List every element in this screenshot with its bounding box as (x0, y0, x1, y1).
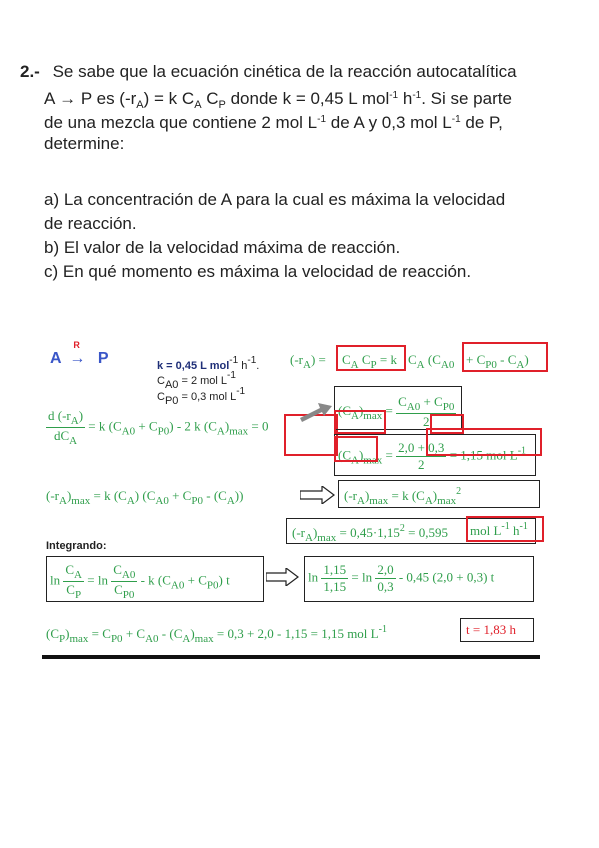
cp-equation: $(C_P)_{max} = C_{P0} + C_{A0} - (C_A)_{max} = 0,3 + 2,0 - 1,15 = 1,15$ mol $L^{-1}$ (46, 624, 387, 645)
species-a: A (44, 89, 55, 108)
text: . Si se parte (421, 89, 512, 108)
cmax-value-highlight-left (334, 436, 378, 462)
question-a-line-1: a) La concentración de A para la cual es máxima la velocidad (44, 190, 506, 209)
given-k: k = 0,45 L mol$^{-1}$ $h^{-1}$. (157, 355, 260, 372)
rmax-unit: mol $L^{-1}$ $h^{-1}$ (470, 521, 528, 538)
problem-line-4: determine: (44, 134, 125, 153)
species-p: P (97, 350, 109, 367)
cmax-highlight-left (334, 410, 386, 434)
rate-equation: $(-r_A)$ = (290, 352, 326, 371)
text: C (201, 89, 219, 108)
rate-term-1: $C_A$ $C_P = k$ (342, 352, 398, 371)
subscript: A (194, 99, 202, 111)
rmax-value: $(-r_A)_{max} = 0,45\cdot 1,15^2 = 0,595$ (292, 523, 449, 544)
text: donde k = 0,45 L mol (225, 89, 390, 108)
text: h (398, 89, 413, 108)
arrow-icon (266, 568, 300, 586)
question-b: b) El valor de la velocidad máxima de reacción. (44, 238, 401, 257)
arrow-icon: → (59, 89, 77, 108)
integrando-label: Integrando: (46, 540, 107, 552)
given-cp0: $C_{P0} = 0,3$ mol $L^{-1}$ (157, 386, 246, 407)
rmax-equation: $(-r_A)_{max} = k$ $(C_A) (C_{A0} + C_{P0} - (C_A))$ (46, 488, 244, 507)
text: P es (-r (80, 89, 137, 108)
cmax-formula: $(C_A)_{max}$ = $\frac{C_{A0} + C_{P0}}{2}$ (338, 394, 455, 429)
superscript: -1 (412, 90, 422, 101)
question-a-line-2: de reacción. (44, 214, 137, 233)
t-result: t = 1,83 h (466, 622, 516, 637)
question-c: c) En qué momento es máxima la velocidad de reacción. (44, 262, 472, 281)
cmax-value: $(C_A)_{max}$ = $\frac{2,0 + 0,3}{2}$ = 1,15 mol $L^{-1}$ (338, 440, 527, 472)
solution-area (42, 340, 542, 660)
derivative: $\frac{d (-r_A)}{dC_A}$ = k $(C_{A0} + C_{P0}) - 2$ k $(C_A)_{max} = 0$ (48, 408, 269, 447)
superscript: -1 (317, 114, 327, 125)
text: de P, (460, 113, 503, 132)
problem-line-1 (20, 60, 517, 84)
superscript: -1 (451, 114, 461, 125)
subscript: A (136, 99, 144, 111)
problem-number: 2.- (20, 62, 40, 81)
reaction (50, 340, 109, 368)
subscript: P (218, 99, 226, 111)
arrow-icon (300, 486, 336, 504)
ln-numeric: ln $\frac{1,15}{1,15}$ = ln $\frac{2,0}{0,3}$ - 0,45 (2,0 + 0,3) t (308, 562, 495, 594)
problem-text: Se sabe que la ecuación cinética de la reacción autocatalítica (52, 62, 517, 81)
rate-term-3: + $C_{P0} - C_A$) (466, 352, 529, 371)
superscript: -1 (389, 90, 399, 101)
text: ) = k C (143, 89, 195, 108)
arrow-icon: → (69, 350, 86, 367)
rmax-simplified: $(-r_A)_{max} = k$ $(C_A)_{max}^2$ (344, 486, 462, 507)
divider (42, 655, 540, 659)
rate-term-2: $C_A$ ($C_{A0}$ (408, 352, 455, 371)
text: de A y 0,3 mol L (326, 113, 452, 132)
cmax-value-highlight-right (426, 428, 542, 456)
ln-equation: ln $\frac{C_A}{C_P}$ = ln $\frac{C_{A0}}{C_{P0}}$ - k $(C_{A0} + C_{P0})$ t (50, 562, 230, 601)
arrow-label: R (73, 340, 80, 350)
problem-line-3 (44, 108, 503, 135)
text: de una mezcla que contiene 2 mol L (44, 113, 318, 132)
arrow-icon (298, 400, 334, 426)
species-a: A (50, 350, 61, 367)
given-ca0: $C_{A0} = 2$ mol $L^{-1}$ (157, 370, 236, 391)
